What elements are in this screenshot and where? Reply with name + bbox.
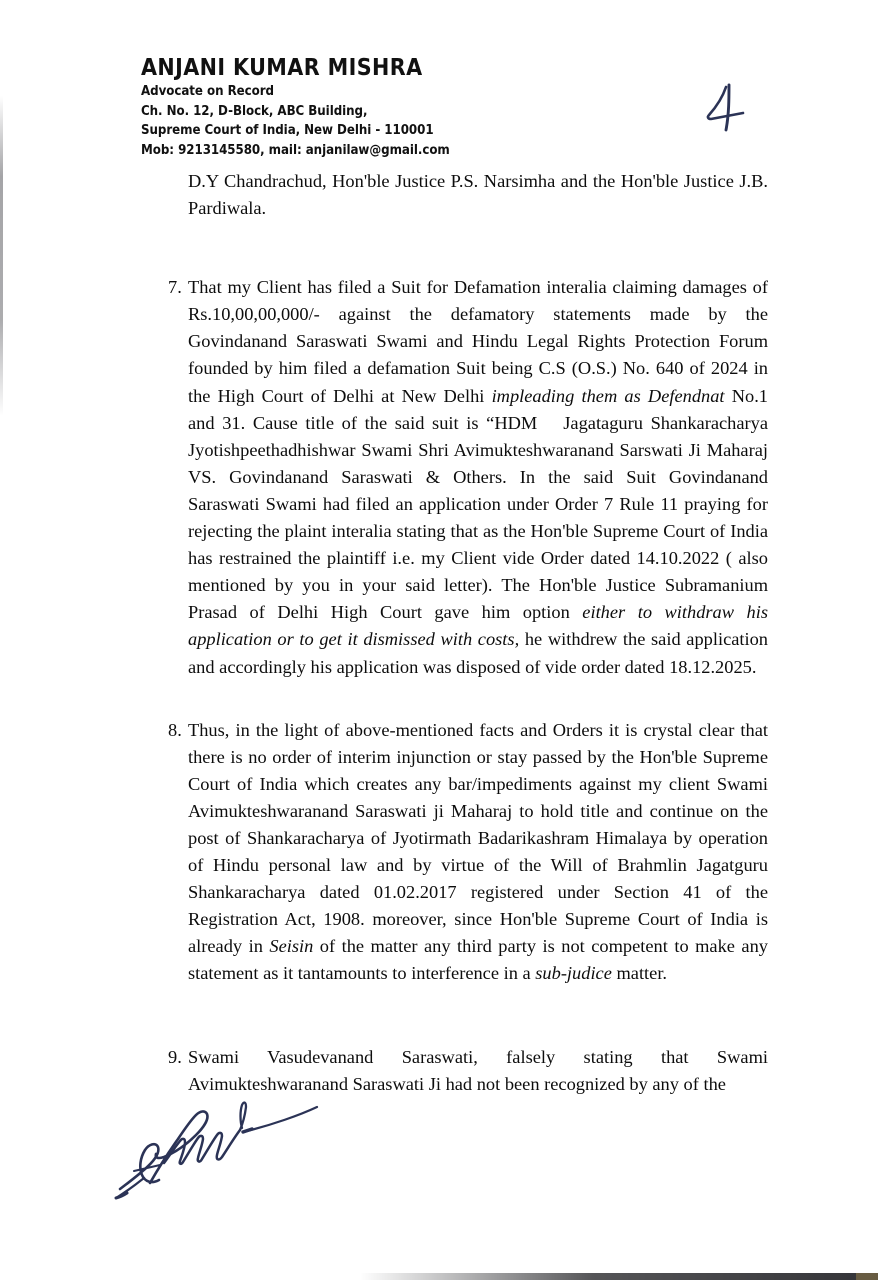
address-line-1: Ch. No. 12, D-Block, ABC Building, [141,103,368,119]
paragraph-9-number: 9. [168,1046,182,1067]
p7-seg-normal-4: he withdrew the said application and accordingly his application was disposed of vide order dated 18.12.2025. [188,629,768,677]
letterhead [141,55,611,160]
paragraph-7-number: 7. [168,277,182,298]
p8-seg-normal-3: matter. [611,963,668,984]
paragraph-8-text [188,720,768,984]
signature [112,1085,422,1210]
p7-seg-normal-1: That my Client has filed a Suit for Defamation interalia claiming damages of Rs.10,00,00,000/- against the defamatory statements made by the Govindanand Saraswati Swami and Hindu Legal Rights Protection Forum founded by him filed a defamation Suit being C.S (O.S.) No. 640 of 2024 in the High Court of Delhi at New Delhi [188,277,768,406]
document-body [168,168,768,1098]
p7-seg-italic-impleading: impleading them as Defendnat [491,385,725,406]
paragraph-7 [168,274,768,680]
paragraph-8 [168,717,768,988]
address-line-2: Supreme Court of India, New Delhi - 110001 [141,123,434,139]
continuation-paragraph [168,168,768,222]
advocate-designation: Advocate on Record [141,84,274,100]
advocate-name: ANJANI KUMAR MISHRA [141,55,423,81]
p7-seg-normal-3: Jagataguru Shankaracharya Jyotishpeethadhishwar Swami Shri Avimukteshwaranand Sarswati Ji Maharaj VS. Govindanand Saraswati & Others. In the said Suit Govindanand Saraswati Swami had filed an application under Order 7 Rule 11 praying for rejecting the plaint interalia stating that as the Hon'ble Supreme Court of India has restrained the plaintiff i.e. my Client vide Order dated 14.10.2022 ( also mentioned by you in your said letter). The Hon'ble Justice Subramanium Prasad of Delhi High Court gave him option [188,412,769,623]
paragraph-8-number: 8. [168,719,182,740]
continuation-text: D.Y Chandrachud, Hon'ble Justice P.S. Narsimha and the Hon'ble Justice J.B. Pardiwala. [188,171,768,219]
p7-seg-italic-withdraw: either to withdraw his application or to get it dismissed with costs, [188,602,768,650]
handwritten-page-number [700,82,760,138]
p8-seg-normal-1: Thus, in the light of above-mentioned facts and Orders it is crystal clear that there is no order of interim injunction or stay passed by the Hon'ble Supreme Court of India which creates any bar/impediments against my client Swami Avimukteshwaranand Saraswati ji Maharaj to hold title and continue on the post of Shankaracharya of Jyotirmath Badarikashram Himalaya by operation of Hindu personal law and by virtue of the Will of Brahmlin Jagatguru Shankaracharya dated 01.02.2017 registered under Section 41 of the Registration Act, 1908. moreover, since Hon'ble Supreme Court of India is already in [188,719,768,957]
p8-seg-italic-subjudice: sub-judice [535,963,612,984]
p8-seg-italic-seisin: Seisin [269,936,314,957]
scan-edge-artifact-bottom [360,1273,878,1280]
paragraph-7-text [188,277,768,676]
p7-seg-normal-2: No.1 and 31. Cause title of the said suit is “HDM [188,385,768,433]
p8-seg-normal-2: of the matter any third party is not competent to make any statement as it tantamounts to interference in a [188,936,768,984]
scan-edge-artifact-left [0,96,3,416]
paragraph-9-text: Swami Vasudevanand Saraswati, falsely stating that Swami Avimukteshwaranand Saraswati Ji had not been recognized by any of the [188,1046,768,1094]
contact-line: Mob: 9213145580, mail: anjanilaw@gmail.com [141,142,450,158]
